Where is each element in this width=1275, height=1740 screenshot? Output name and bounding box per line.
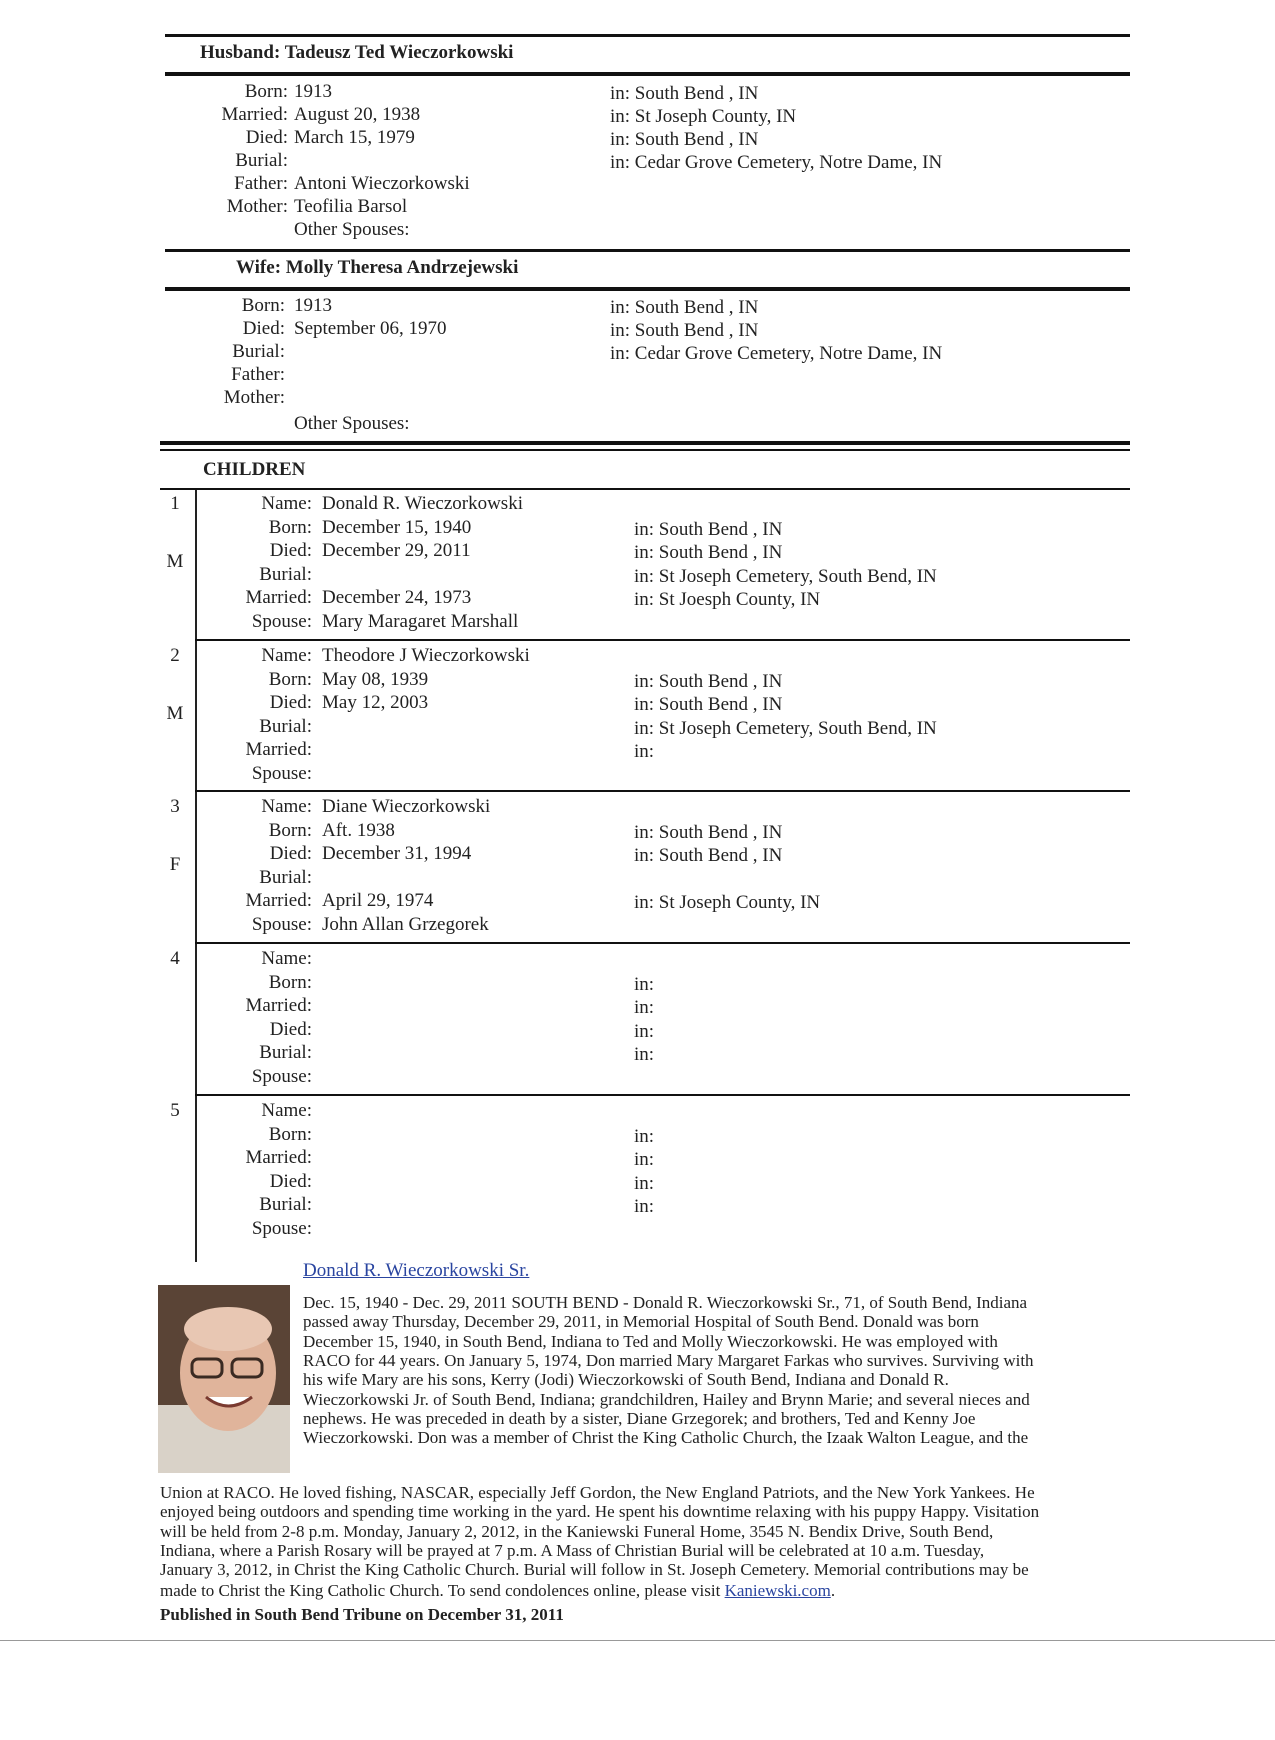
child-fact-label: Married: <box>245 890 312 911</box>
child-fact-label: Born: <box>268 516 312 538</box>
wife-fact-label: Mother: <box>223 387 285 408</box>
husband-heading: Husband: Tadeusz Ted Wieczorkowski <box>200 42 514 63</box>
child-fact-place: in: <box>634 973 655 995</box>
child-fact-value: December 15, 1940 <box>322 516 472 538</box>
child-fact-label: Born: <box>268 971 312 993</box>
husband-other-spouses: Other Spouses: <box>294 219 410 240</box>
husband-fact-value: March 15, 1979 <box>294 127 415 148</box>
child-fact-label: Name: <box>261 493 312 514</box>
child-fact-label: Born: <box>268 1123 312 1145</box>
husband-fact-place: in: South Bend , IN <box>610 129 759 150</box>
child-fact-value: Mary Maragaret Marshall <box>322 610 519 632</box>
child-fact-label: Died: <box>269 1170 312 1192</box>
obituary-line: his wife Mary are his sons, Kerry (Jodi) Wieczorkowski of South Bend, Indiana and Donald R. <box>303 1370 949 1390</box>
wife-name: Molly Theresa Andrzejewski <box>285 257 519 278</box>
top-rule <box>165 34 1130 37</box>
child-fact-place: in: South Bend , IN <box>634 845 783 866</box>
portrait-icon <box>158 1285 290 1473</box>
child-fact-value: May 12, 2003 <box>322 692 429 713</box>
obituary-line: December 15, 1940, in South Bend, Indiana to Ted and Molly Wieczorkowski. He was employed with <box>303 1331 998 1351</box>
child-fact-place: in: South Bend , IN <box>634 821 783 843</box>
child-fact-place: in: <box>634 1044 655 1065</box>
child-sex: M <box>166 551 184 572</box>
obituary-title[interactable]: Donald R. Wieczorkowski Sr. <box>303 1260 530 1281</box>
wife-heading: Wife: Molly Theresa Andrzejewski <box>236 257 519 278</box>
husband-fact-value: 1913 <box>294 81 332 102</box>
child-fact-label: Spouse: <box>251 762 312 784</box>
husband-rule <box>165 72 1130 76</box>
wife-fact-value: September 06, 1970 <box>294 318 447 339</box>
child-fact-label: Born: <box>268 819 312 841</box>
child-fact-value: December 24, 1973 <box>322 587 472 608</box>
obituary-line: RACO for 44 years. On January 5, 1974, Don married Mary Margaret Farkas who survives. Surviving with <box>303 1350 1034 1370</box>
obituary-line: Wieczorkowski. Don was a member of Christ the King Catholic Church, the Izaak Walton League, and the <box>303 1428 1029 1448</box>
husband-fact-value: Teofilia Barsol <box>294 196 408 217</box>
child-fact-label: Spouse: <box>251 1065 312 1087</box>
child-fact-place: in: <box>634 1020 655 1042</box>
obituary-line: Wieczorkowski Jr. of South Bend, Indiana; grandchildren, Hailey and Brynn Marie; and several nieces and <box>303 1389 1030 1409</box>
kaniewski-link[interactable]: Kaniewski.com <box>724 1581 831 1600</box>
bottom-rule <box>0 1640 1275 1641</box>
child-fact-place: in: South Bend , IN <box>634 518 783 540</box>
child-divider <box>195 790 1130 792</box>
wife-top-rule <box>165 249 1130 252</box>
children-rule-1 <box>160 441 1130 445</box>
child-fact-label: Died: <box>269 692 312 713</box>
child-fact-place: in: St Joseph Cemetery, South Bend, IN <box>634 717 937 739</box>
husband-fact-value: Antoni Wieczorkowski <box>294 173 470 194</box>
child-fact-place: in: South Bend , IN <box>634 542 783 563</box>
child-fact-place: in: South Bend , IN <box>634 670 783 692</box>
obituary-line: enjoyed being outdoors and spending time working in the yard. He spent his downtime relaxing with his puppy Happy. Visitation <box>160 1502 1040 1522</box>
child-fact-value: December 29, 2011 <box>322 540 471 561</box>
child-fact-label: Burial: <box>259 563 312 585</box>
child-fact-value: Donald R. Wieczorkowski <box>322 493 523 514</box>
child-fact-label: Married: <box>245 1147 312 1168</box>
wife-fact-value: 1913 <box>294 295 332 316</box>
child-fact-label: Died: <box>269 843 312 864</box>
husband-fact-place: in: South Bend , IN <box>610 83 759 104</box>
obituary-photo <box>158 1285 290 1473</box>
child-fact-value: Diane Wieczorkowski <box>322 796 491 817</box>
child-fact-label: Name: <box>261 948 312 969</box>
children-header-rule <box>160 488 1130 490</box>
child-fact-label: Name: <box>261 1100 312 1121</box>
child-divider <box>195 1094 1130 1096</box>
child-number: 3 <box>170 796 180 817</box>
husband-fact-label: Married: <box>221 104 288 125</box>
child-fact-label: Spouse: <box>251 610 312 632</box>
child-fact-value: April 29, 1974 <box>322 890 434 911</box>
wife-fact-label: Died: <box>242 318 285 339</box>
husband-fact-label: Born: <box>244 81 288 102</box>
wife-fact-label: Burial: <box>232 341 285 362</box>
wife-fact-label: Born: <box>241 295 285 316</box>
child-fact-label: Married: <box>245 587 312 608</box>
child-fact-value: Theodore J Wieczorkowski <box>322 645 530 666</box>
child-fact-place: in: St Joseph County, IN <box>634 892 821 913</box>
children-rule-2 <box>160 449 1130 451</box>
wife-rule <box>165 287 1130 291</box>
husband-fact-place: in: Cedar Grove Cemetery, Notre Dame, IN <box>610 152 943 173</box>
obituary-line: passed away Thursday, December 29, 2011, in Memorial Hospital of South Bend. Donald was born <box>303 1312 979 1332</box>
child-fact-place: in: St Joseph Cemetery, South Bend, IN <box>634 565 937 587</box>
child-divider <box>195 942 1130 944</box>
child-fact-label: Burial: <box>259 1194 312 1215</box>
child-sex: F <box>169 854 181 875</box>
wife-other-spouses: Other Spouses: <box>294 413 410 434</box>
child-sex: M <box>166 703 184 724</box>
husband-fact-label: Mother: <box>226 196 288 217</box>
child-fact-place: in: <box>634 1125 655 1147</box>
husband-name: Tadeusz Ted Wieczorkowski <box>284 42 514 63</box>
wife-fact-label: Father: <box>231 364 285 385</box>
obituary-line: Dec. 15, 1940 - Dec. 29, 2011 SOUTH BEND - Donald R. Wieczorkowski Sr., 71, of South Bend, Indiana <box>303 1293 1028 1312</box>
obituary-line: January 3, 2012, in Christ the King Catholic Church. Burial will follow in St. Joseph Cemetery. Memorial contributions may be <box>160 1560 1029 1580</box>
child-fact-label: Name: <box>261 796 312 817</box>
child-fact-value: December 31, 1994 <box>322 843 472 864</box>
child-fact-value: John Allan Grzegorek <box>322 913 489 935</box>
wife-fact-place: in: South Bend , IN <box>610 297 759 318</box>
child-divider <box>195 639 1130 641</box>
child-number: 1 <box>170 493 180 514</box>
child-number: 5 <box>170 1100 180 1121</box>
child-fact-label: Married: <box>245 995 312 1016</box>
child-fact-label: Died: <box>269 540 312 561</box>
child-fact-label: Born: <box>268 668 312 690</box>
child-fact-place: in: St Joesph County, IN <box>634 589 821 610</box>
child-fact-label: Spouse: <box>251 1217 312 1239</box>
child-fact-place: in: <box>634 1172 655 1194</box>
husband-fact-label: Burial: <box>235 150 288 171</box>
child-fact-label: Burial: <box>259 866 312 888</box>
children-heading: CHILDREN <box>203 459 306 480</box>
child-fact-place: in: <box>634 997 655 1018</box>
child-fact-place: in: <box>634 741 655 762</box>
child-fact-place: in: <box>634 1196 655 1217</box>
obituary-line: Indiana, where a Parish Rosary will be prayed at 7 p.m. A Mass of Christian Burial will be celebrated at 10 a.m. Tuesday, <box>160 1540 985 1560</box>
child-fact-place: in: <box>634 1149 655 1170</box>
husband-fact-value: August 20, 1938 <box>294 104 421 125</box>
child-fact-label: Burial: <box>259 715 312 737</box>
husband-fact-label: Father: <box>234 173 288 194</box>
obituary-line: nephews. He was preceded in death by a sister, Diane Grzegorek; and brothers, Ted and Kenny Joe <box>303 1408 976 1428</box>
obituary-last-line: made to Christ the King Catholic Church. To send condolences online, please visit Kaniewski.com. <box>160 1581 836 1600</box>
child-fact-label: Spouse: <box>251 913 312 935</box>
child-number: 2 <box>170 645 180 666</box>
obituary-line: Union at RACO. He loved fishing, NASCAR, especially Jeff Gordon, the New England Patriots, and the New York Yankees. He <box>160 1483 1035 1502</box>
child-fact-label: Married: <box>245 739 312 760</box>
husband-fact-label: Died: <box>245 127 288 148</box>
child-number: 4 <box>170 948 180 969</box>
wife-fact-place: in: South Bend , IN <box>610 320 759 341</box>
husband-fact-place: in: St Joseph County, IN <box>610 106 797 127</box>
child-fact-label: Died: <box>269 1018 312 1040</box>
child-fact-label: Burial: <box>259 1042 312 1063</box>
wife-fact-place: in: Cedar Grove Cemetery, Notre Dame, IN <box>610 343 943 364</box>
child-fact-value: Aft. 1938 <box>322 819 395 841</box>
obituary-published: Published in South Bend Tribune on December 31, 2011 <box>160 1605 564 1624</box>
child-fact-label: Name: <box>261 645 312 666</box>
child-fact-value: May 08, 1939 <box>322 668 429 690</box>
obituary-line: will be held from 2-8 p.m. Monday, January 2, 2012, in the Kaniewski Funeral Home, 3545 N. Bendix Drive, South Bend, <box>160 1521 994 1541</box>
child-fact-place: in: South Bend , IN <box>634 694 783 715</box>
